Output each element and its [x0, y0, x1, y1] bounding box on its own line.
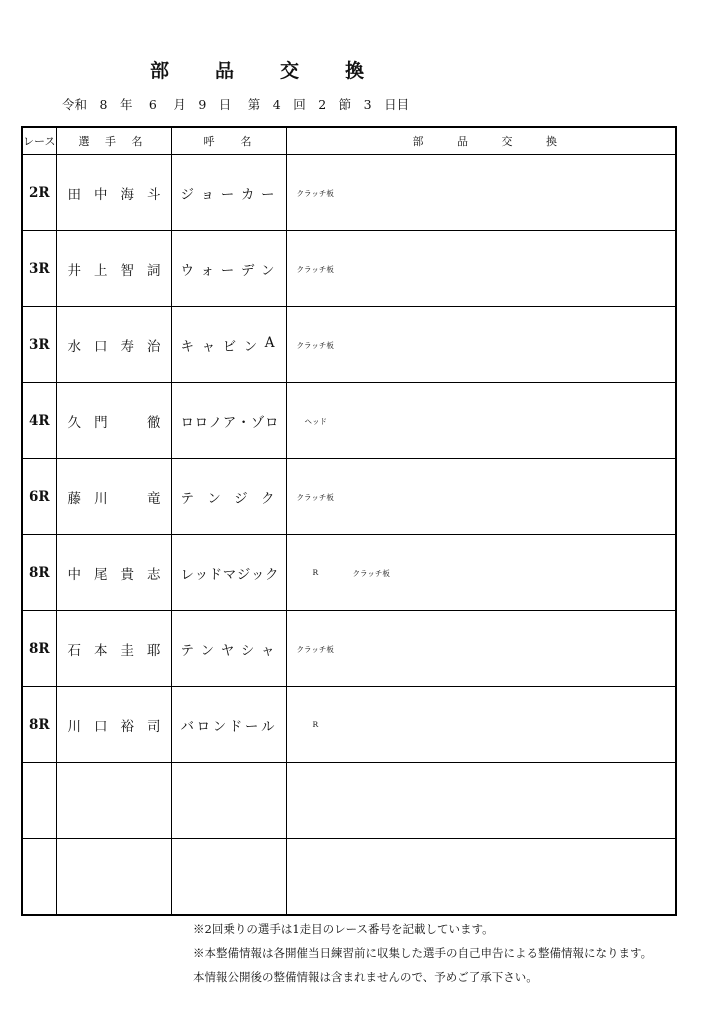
- player-name-char: 司: [147, 718, 161, 735]
- part-label: R: [312, 720, 319, 729]
- nickname: [171, 231, 286, 307]
- nickname-char: ャ: [261, 642, 275, 659]
- nickname-char: ー: [220, 262, 235, 279]
- footnotes: [193, 917, 652, 989]
- nickname: [171, 687, 286, 763]
- nickname-char: ノ: [208, 414, 223, 431]
- header-nickname-char: 名: [240, 135, 252, 148]
- nickname-char: ウ: [180, 262, 194, 279]
- nickname-char: デ: [240, 262, 255, 279]
- parts-exchange-table: [21, 126, 677, 916]
- header-nickname: [171, 127, 286, 155]
- player-name-char: 徹: [146, 414, 161, 431]
- player-name-char: 久: [67, 414, 81, 431]
- nickname-char: ー: [244, 718, 259, 735]
- player-name-char: [121, 487, 134, 507]
- part-label: クラッチ板: [296, 265, 334, 274]
- table-row: [22, 535, 676, 611]
- table-row: [22, 383, 676, 459]
- player-name-char: 治: [147, 338, 161, 355]
- parts-exchanged: [286, 307, 676, 383]
- nickname-char: ル: [260, 718, 275, 735]
- nickname-char: ッ: [194, 566, 209, 583]
- nickname-char: ロ: [194, 414, 209, 431]
- title-char: 品: [215, 60, 235, 82]
- parts-exchanged: [286, 459, 676, 535]
- nickname-char: ォ: [200, 262, 215, 279]
- player-name-char: 口: [94, 338, 108, 355]
- nickname-char: ャ: [201, 338, 216, 355]
- race-number: 8R: [22, 611, 56, 687]
- nickname-char: A: [264, 334, 275, 351]
- part-label: クラッチ板: [296, 189, 334, 198]
- nickname-char: ビ: [222, 338, 237, 355]
- parts-exchanged: [286, 535, 676, 611]
- nickname: [171, 459, 286, 535]
- nickname-char: ド: [228, 718, 243, 735]
- parts-exchanged: [286, 611, 676, 687]
- nickname-char: ン: [243, 338, 258, 355]
- nickname-char: ー: [220, 186, 235, 203]
- player-name-char: 川: [94, 490, 108, 507]
- nickname-char: キ: [180, 338, 194, 355]
- player-name: [56, 687, 171, 763]
- nickname: [171, 535, 286, 611]
- footnote: 本情報公開後の整備情報は含まれませんので、予めご了承下さい。: [193, 970, 538, 984]
- nickname: [171, 383, 286, 459]
- nickname-char: バ: [180, 718, 194, 735]
- player-name: [56, 307, 171, 383]
- nickname-char: シ: [240, 642, 255, 659]
- player-name-char: 裕: [120, 718, 134, 735]
- nickname-char: カ: [240, 186, 255, 203]
- player-name-char: 口: [94, 718, 108, 735]
- nickname-char: ン: [207, 490, 221, 507]
- race-number: 3R: [22, 307, 56, 383]
- header-nickname-char: 呼: [203, 135, 215, 148]
- page-title: [150, 56, 364, 83]
- header-parts-char: 換: [546, 135, 557, 148]
- player-name-char: 本: [94, 642, 108, 659]
- player-name-char: 貴: [120, 566, 134, 583]
- player-name-char: 上: [94, 262, 108, 279]
- nickname-char: テ: [180, 490, 194, 507]
- nickname-char: レ: [180, 566, 194, 583]
- player-name-char: 田: [67, 186, 81, 203]
- table-row: [22, 459, 676, 535]
- player-name-char: 志: [147, 566, 161, 583]
- player-name-char: 川: [67, 718, 81, 735]
- header-parts-char: 交: [501, 135, 513, 148]
- player-name-char: 藤: [67, 490, 81, 507]
- parts-exchanged: [286, 155, 676, 231]
- player-name: [56, 839, 171, 916]
- nickname: [171, 763, 286, 839]
- nickname-char: ロ: [196, 718, 211, 735]
- player-name-char: 竜: [146, 490, 161, 507]
- player-name-char: 斗: [147, 186, 161, 203]
- player-name: [56, 231, 171, 307]
- part-label: クラッチ板: [296, 645, 334, 654]
- header-race: レース: [22, 127, 56, 155]
- race-number: [22, 763, 56, 839]
- nickname-char: ア: [222, 414, 237, 431]
- player-name-char: 海: [120, 186, 134, 203]
- nickname-char: テ: [180, 642, 194, 659]
- table-row: [22, 839, 676, 916]
- player-name-char: 井: [67, 262, 81, 279]
- title-char: 換: [345, 60, 365, 82]
- part-label: クラッチ板: [296, 341, 334, 350]
- nickname-char: ン: [212, 718, 227, 735]
- player-name: [56, 611, 171, 687]
- nickname: [171, 307, 286, 383]
- nickname-char: ク: [260, 490, 275, 507]
- nickname-char: ヤ: [220, 642, 235, 659]
- table-row: [22, 687, 676, 763]
- player-name-char: 門: [94, 414, 108, 431]
- parts-exchanged: [286, 687, 676, 763]
- header-parts: [286, 127, 676, 155]
- title-char: 部: [150, 60, 170, 82]
- nickname-char: ン: [200, 642, 215, 659]
- nickname: [171, 611, 286, 687]
- race-number: 2R: [22, 155, 56, 231]
- player-name-char: 詞: [147, 262, 161, 279]
- race-number: [22, 839, 56, 916]
- footnote: ※本整備情報は各開催当日練習前に収集した選手の自己申告による整備情報になります。: [193, 946, 653, 960]
- footnote: ※2回乗りの選手は1走目のレース番号を記載しています。: [193, 922, 494, 936]
- table-header-row: [22, 127, 676, 155]
- nickname-char: ン: [261, 262, 275, 279]
- player-name-char: 圭: [120, 642, 134, 659]
- parts-exchanged: [286, 763, 676, 839]
- player-name-char: [121, 411, 134, 431]
- race-number: 4R: [22, 383, 56, 459]
- race-number: 8R: [22, 687, 56, 763]
- nickname-char: ゾ: [250, 414, 265, 431]
- title-char: 交: [280, 60, 300, 82]
- player-name-char: 中: [94, 186, 108, 203]
- date-line: 令和 8 年 6 月 9 日 第 4 回 2 節 3 日目: [62, 97, 410, 112]
- nickname-char: ジ: [180, 186, 194, 203]
- nickname-char: ッ: [250, 566, 265, 583]
- player-name: [56, 763, 171, 839]
- parts-exchanged: [286, 231, 676, 307]
- nickname-char: ・: [236, 414, 251, 431]
- part-label: ヘッド: [304, 417, 327, 426]
- race-number: 3R: [22, 231, 56, 307]
- parts-exchanged: [286, 383, 676, 459]
- table-row: [22, 611, 676, 687]
- player-name-char: 智: [120, 262, 134, 279]
- part-label: R: [312, 568, 319, 577]
- parts-exchanged: [286, 839, 676, 916]
- table-row: [22, 763, 676, 839]
- player-name-char: 寿: [120, 338, 134, 355]
- player-name: [56, 383, 171, 459]
- player-name-char: 石: [67, 642, 81, 659]
- nickname-char: ロ: [180, 414, 194, 431]
- nickname-char: ョ: [200, 186, 215, 203]
- player-name: [56, 459, 171, 535]
- table-row: [22, 155, 676, 231]
- player-name-char: 尾: [94, 566, 108, 583]
- player-name-char: 中: [67, 566, 81, 583]
- part-label: クラッチ板: [352, 569, 390, 578]
- nickname-char: ー: [261, 186, 275, 203]
- nickname-char: ジ: [236, 566, 251, 583]
- nickname: [171, 155, 286, 231]
- nickname: [171, 839, 286, 916]
- table-row: [22, 307, 676, 383]
- race-number: 8R: [22, 535, 56, 611]
- nickname-char: ク: [264, 566, 279, 583]
- nickname-char: マ: [222, 566, 237, 583]
- nickname-char: ジ: [234, 490, 248, 507]
- header-player: 選 手 名: [56, 127, 171, 155]
- player-name-char: 耶: [147, 642, 161, 659]
- part-label: クラッチ板: [296, 493, 334, 502]
- player-name-char: 水: [67, 338, 81, 355]
- table-row: [22, 231, 676, 307]
- nickname-char: ド: [208, 566, 223, 583]
- header-parts-char: 品: [457, 135, 468, 148]
- header-parts-char: 部: [412, 135, 424, 148]
- race-number: 6R: [22, 459, 56, 535]
- nickname-char: ロ: [264, 414, 279, 431]
- player-name: [56, 155, 171, 231]
- player-name: [56, 535, 171, 611]
